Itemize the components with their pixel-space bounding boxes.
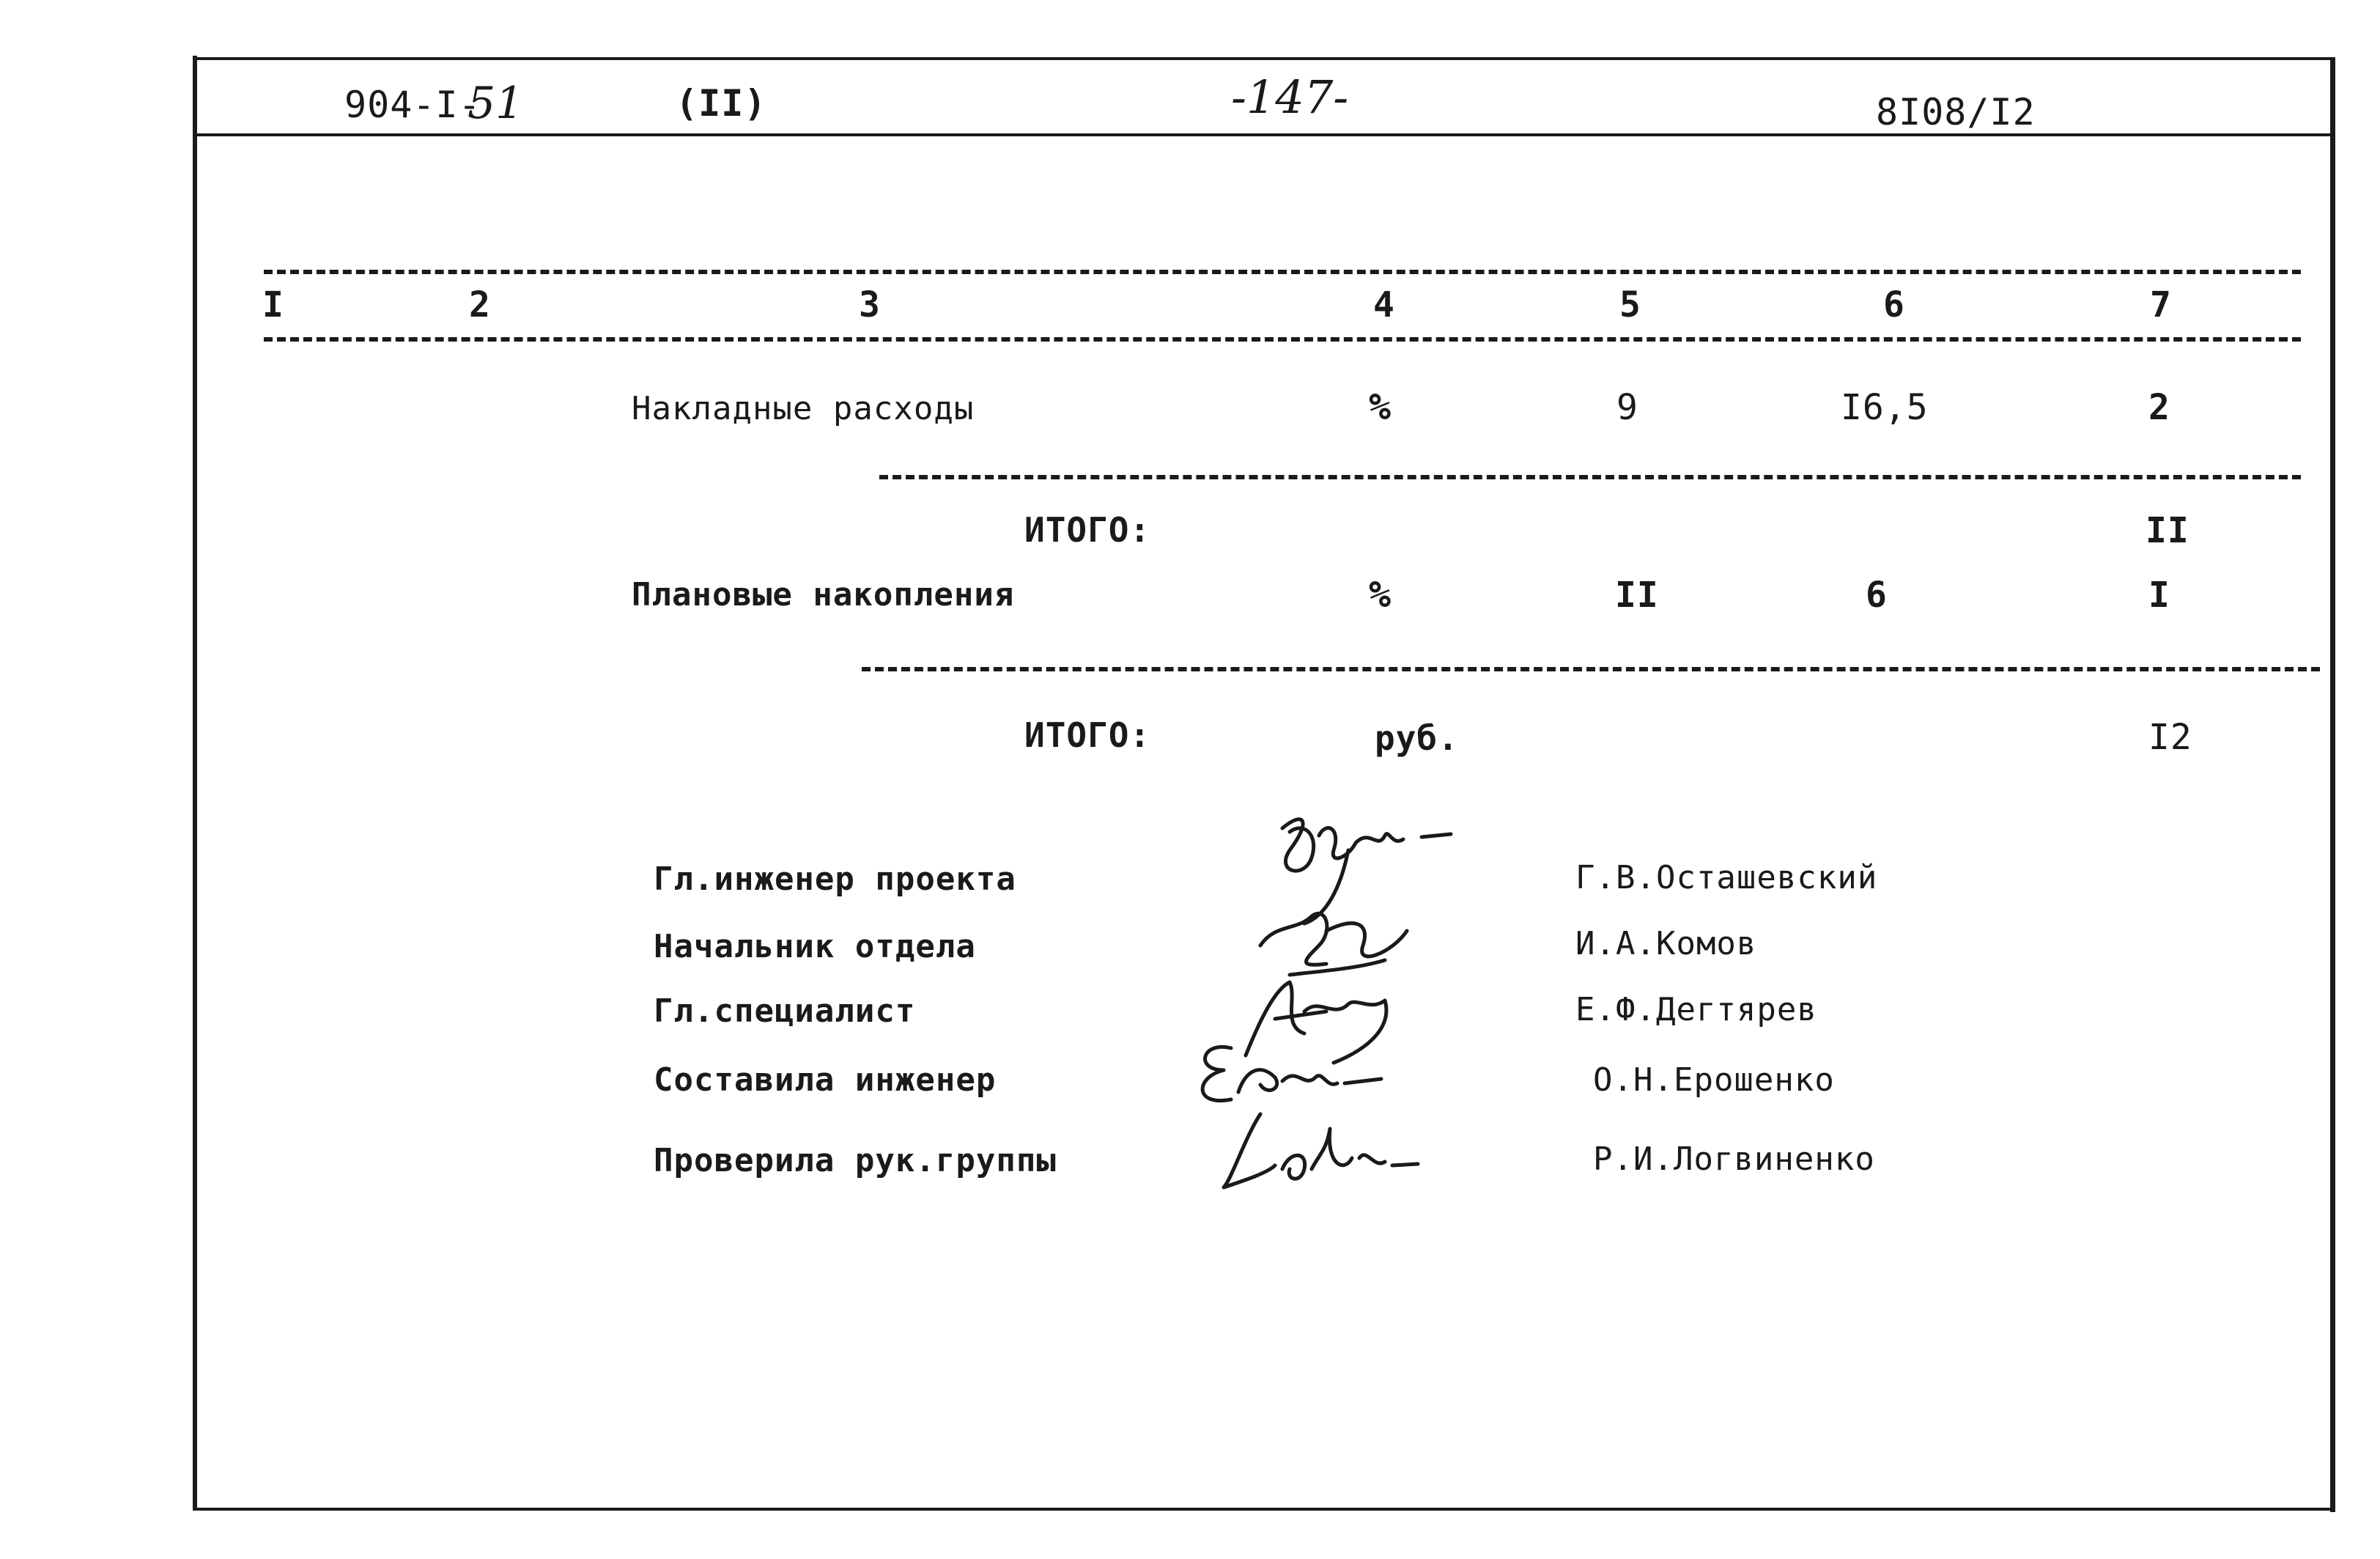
sheet-code: 8I08/I2 <box>1876 91 2036 133</box>
subtotal-rule <box>879 475 2301 479</box>
part-number: (II) <box>676 82 767 125</box>
row-unit: % <box>1369 386 1392 428</box>
row-unit: % <box>1369 573 1392 616</box>
frame-bottom-border <box>193 1508 2335 1511</box>
row-col7: I2 <box>2148 717 2192 758</box>
row-col7: II <box>2146 510 2189 551</box>
row-col6: 6 <box>1866 575 1888 616</box>
frame-top-border <box>193 57 2335 60</box>
row-name: ИТОГО: <box>1024 510 1151 550</box>
column-number: 3 <box>859 284 881 325</box>
column-number: 2 <box>469 284 491 325</box>
column-number: 5 <box>1619 284 1641 325</box>
row-col5: II <box>1615 575 1659 616</box>
column-number: 7 <box>2150 284 2172 325</box>
row-unit: руб. <box>1375 718 1459 758</box>
signer-name: О.Н.Ерошенко <box>1593 1061 1835 1099</box>
column-number: I <box>262 284 284 325</box>
signer-position: Составила инженер <box>654 1061 997 1099</box>
doc-code-handwritten: 51 <box>468 78 524 129</box>
column-header-bottom-rule <box>264 337 2301 342</box>
signer-name: Е.Ф.Дегтярев <box>1575 991 1817 1028</box>
signer-position: Гл.специалист <box>654 992 916 1030</box>
signer-position: Гл.инженер проекта <box>654 860 1016 898</box>
total-rule <box>862 667 2320 671</box>
column-header-top-rule <box>264 270 2301 274</box>
column-number: 4 <box>1373 284 1395 325</box>
row-col7: 2 <box>2148 387 2170 428</box>
header-divider <box>193 133 2335 136</box>
row-col5: 9 <box>1616 387 1638 428</box>
page-number: -147- <box>1231 70 1349 124</box>
row-col7: I <box>2148 575 2170 616</box>
doc-code-printed: 904-I- <box>344 84 481 126</box>
signer-name: И.А.Комов <box>1575 925 1757 962</box>
signer-name: Р.И.Логвиненко <box>1593 1140 1875 1178</box>
frame-left-border <box>193 56 197 1511</box>
signer-name: Г.В.Осташевский <box>1575 859 1878 896</box>
signature-mark <box>1216 1099 1451 1202</box>
row-col6: I6,5 <box>1841 387 1929 428</box>
signer-position: Проверила рук.группы <box>654 1142 1057 1179</box>
signer-position: Начальник отдела <box>654 928 976 965</box>
column-number: 6 <box>1883 284 1905 325</box>
row-name: Накладные расходы <box>632 390 975 427</box>
row-name: Плановые накопления <box>632 576 1015 613</box>
row-name: ИТОГО: <box>1024 715 1151 755</box>
frame-right-border <box>2330 57 2335 1512</box>
